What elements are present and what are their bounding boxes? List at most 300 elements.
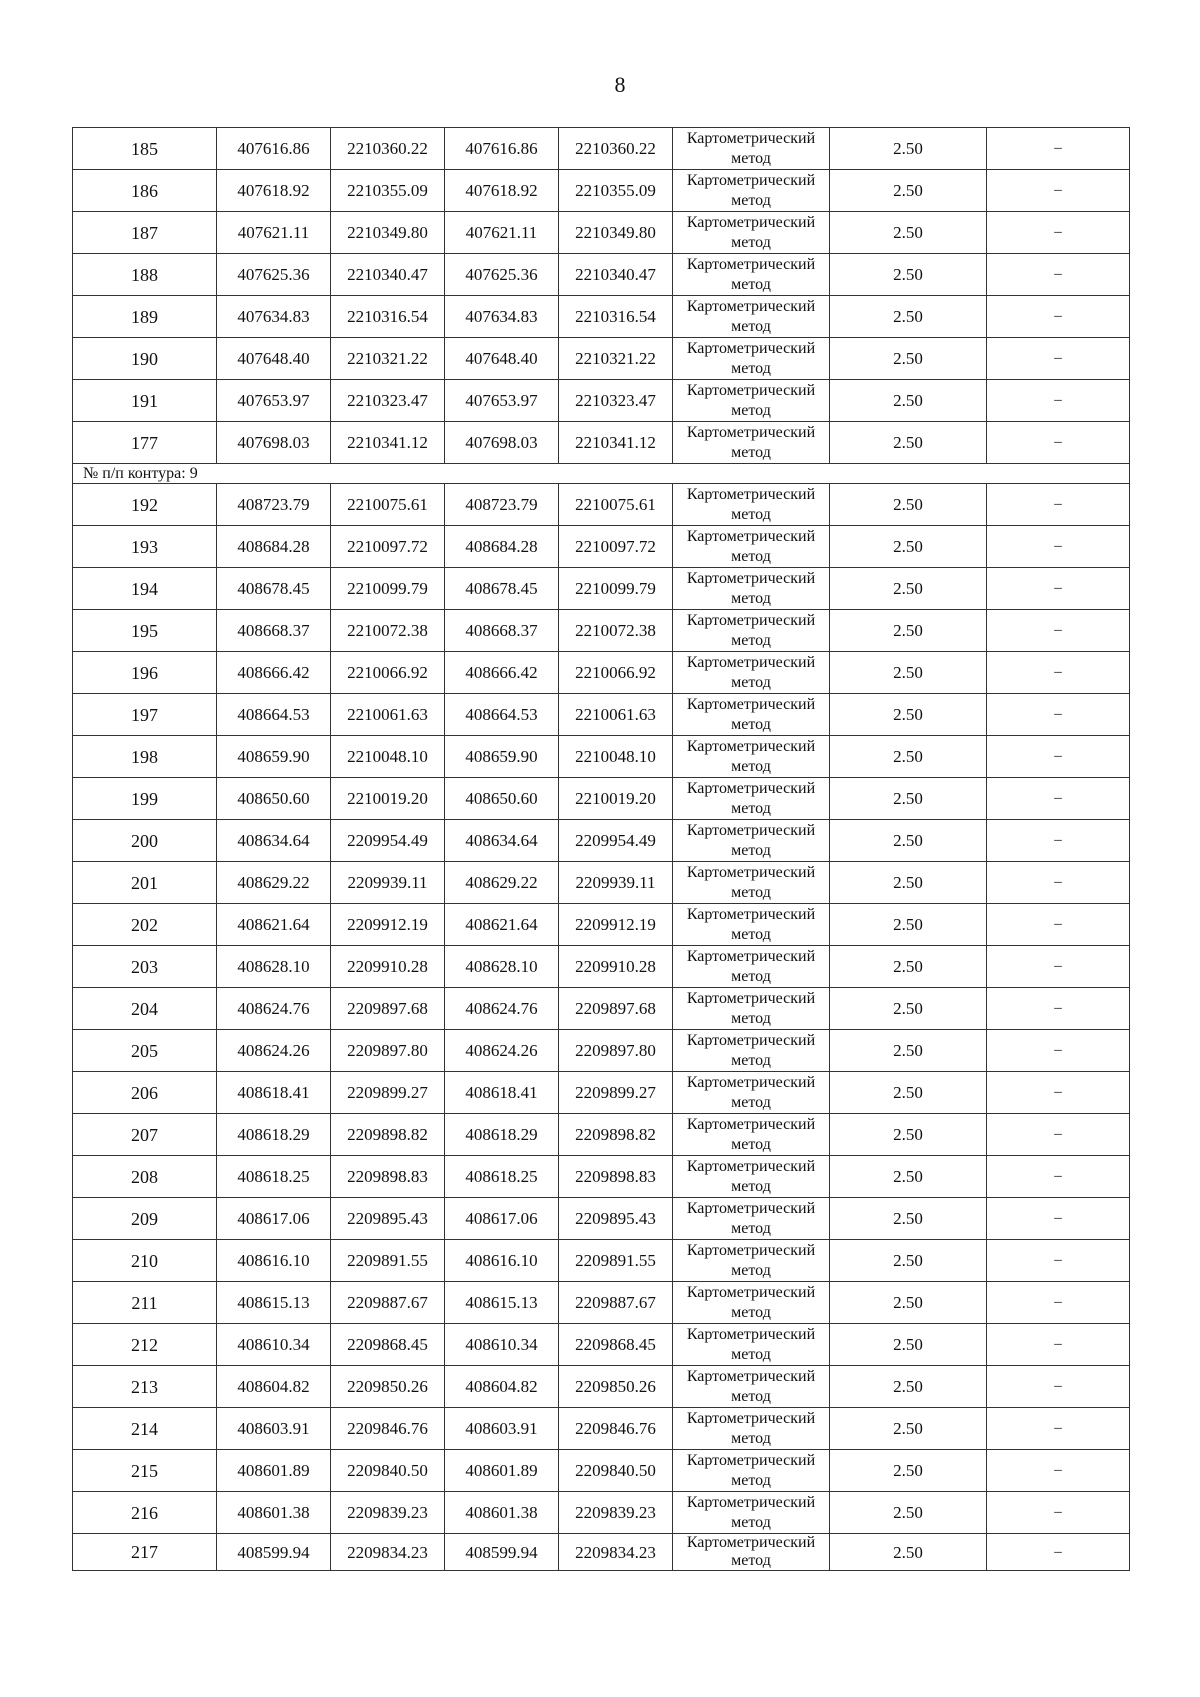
y-refined-cell: 2209868.45 <box>559 1324 673 1366</box>
point-number-cell: 209 <box>73 1198 217 1240</box>
x-existing-cell: 407634.83 <box>217 296 331 338</box>
x-existing-cell: 407625.36 <box>217 254 331 296</box>
accuracy-cell: 2.50 <box>830 1282 987 1324</box>
x-existing-cell: 408618.25 <box>217 1156 331 1198</box>
x-existing-cell: 407653.97 <box>217 380 331 422</box>
table-body-contour-9 <box>73 484 1130 1571</box>
y-existing-cell: 2209895.43 <box>331 1198 445 1240</box>
note-cell: – <box>987 128 1130 170</box>
accuracy-cell: 2.50 <box>830 652 987 694</box>
point-number-cell: 214 <box>73 1408 217 1450</box>
method-cell: Картометрический метод <box>673 988 830 1030</box>
accuracy-cell: 2.50 <box>830 254 987 296</box>
table-body-contour-8 <box>73 128 1130 464</box>
table-row <box>73 254 1130 296</box>
y-existing-cell: 2209910.28 <box>331 946 445 988</box>
x-refined-cell: 407616.86 <box>445 128 559 170</box>
note-cell: – <box>987 904 1130 946</box>
table-row <box>73 1030 1130 1072</box>
method-cell: Картометрический метод <box>673 904 830 946</box>
y-existing-cell: 2210355.09 <box>331 170 445 212</box>
note-cell: – <box>987 736 1130 778</box>
x-refined-cell: 408616.10 <box>445 1240 559 1282</box>
accuracy-cell: 2.50 <box>830 1366 987 1408</box>
note-cell: – <box>987 254 1130 296</box>
table-row <box>73 526 1130 568</box>
point-number-cell: 198 <box>73 736 217 778</box>
accuracy-cell: 2.50 <box>830 422 987 464</box>
accuracy-cell: 2.50 <box>830 128 987 170</box>
method-cell: Картометрический метод <box>673 1240 830 1282</box>
note-cell: – <box>987 988 1130 1030</box>
table-row <box>73 1282 1130 1324</box>
y-existing-cell: 2209887.67 <box>331 1282 445 1324</box>
point-number-cell: 188 <box>73 254 217 296</box>
x-refined-cell: 407621.11 <box>445 212 559 254</box>
note-cell: – <box>987 946 1130 988</box>
y-refined-cell: 2210066.92 <box>559 652 673 694</box>
x-refined-cell: 408650.60 <box>445 778 559 820</box>
y-existing-cell: 2210075.61 <box>331 484 445 526</box>
point-number-cell: 216 <box>73 1492 217 1534</box>
method-cell: Картометрический метод <box>673 212 830 254</box>
y-refined-cell: 2209846.76 <box>559 1408 673 1450</box>
table-row <box>73 484 1130 526</box>
x-refined-cell: 408621.64 <box>445 904 559 946</box>
x-existing-cell: 408618.41 <box>217 1072 331 1114</box>
table-row <box>73 422 1130 464</box>
y-existing-cell: 2209899.27 <box>331 1072 445 1114</box>
note-cell: – <box>987 526 1130 568</box>
x-refined-cell: 408618.41 <box>445 1072 559 1114</box>
note-cell: – <box>987 1282 1130 1324</box>
table-row <box>73 212 1130 254</box>
point-number-cell: 195 <box>73 610 217 652</box>
y-existing-cell: 2209897.80 <box>331 1030 445 1072</box>
y-existing-cell: 2210048.10 <box>331 736 445 778</box>
table-row <box>73 1240 1130 1282</box>
x-refined-cell: 408664.53 <box>445 694 559 736</box>
x-existing-cell: 408618.29 <box>217 1114 331 1156</box>
point-number-cell: 177 <box>73 422 217 464</box>
y-refined-cell: 2209897.68 <box>559 988 673 1030</box>
y-refined-cell: 2209899.27 <box>559 1072 673 1114</box>
note-cell: – <box>987 820 1130 862</box>
x-refined-cell: 408624.26 <box>445 1030 559 1072</box>
x-refined-cell: 408624.76 <box>445 988 559 1030</box>
accuracy-cell: 2.50 <box>830 610 987 652</box>
x-refined-cell: 407625.36 <box>445 254 559 296</box>
note-cell: – <box>987 338 1130 380</box>
point-number-cell: 213 <box>73 1366 217 1408</box>
x-existing-cell: 408616.10 <box>217 1240 331 1282</box>
y-existing-cell: 2210066.92 <box>331 652 445 694</box>
x-refined-cell: 407653.97 <box>445 380 559 422</box>
accuracy-cell: 2.50 <box>830 1240 987 1282</box>
x-refined-cell: 408628.10 <box>445 946 559 988</box>
x-existing-cell: 408615.13 <box>217 1282 331 1324</box>
x-refined-cell: 407698.03 <box>445 422 559 464</box>
note-cell: – <box>987 1534 1130 1571</box>
y-refined-cell: 2209897.80 <box>559 1030 673 1072</box>
point-number-cell: 202 <box>73 904 217 946</box>
method-cell: Картометрический метод <box>673 380 830 422</box>
point-number-cell: 212 <box>73 1324 217 1366</box>
method-cell: Картометрический метод <box>673 694 830 736</box>
point-number-cell: 215 <box>73 1450 217 1492</box>
accuracy-cell: 2.50 <box>830 1450 987 1492</box>
method-cell: Картометрический метод <box>673 1030 830 1072</box>
y-refined-cell: 2209891.55 <box>559 1240 673 1282</box>
accuracy-cell: 2.50 <box>830 568 987 610</box>
y-existing-cell: 2209834.23 <box>331 1534 445 1571</box>
x-existing-cell: 407618.92 <box>217 170 331 212</box>
accuracy-cell: 2.50 <box>830 380 987 422</box>
x-existing-cell: 408601.38 <box>217 1492 331 1534</box>
point-number-cell: 207 <box>73 1114 217 1156</box>
table-row <box>73 820 1130 862</box>
method-cell: Картометрический метод <box>673 1366 830 1408</box>
x-refined-cell: 408678.45 <box>445 568 559 610</box>
x-existing-cell: 408650.60 <box>217 778 331 820</box>
y-existing-cell: 2209897.68 <box>331 988 445 1030</box>
method-cell: Картометрический метод <box>673 736 830 778</box>
note-cell: – <box>987 652 1130 694</box>
y-refined-cell: 2209895.43 <box>559 1198 673 1240</box>
method-cell: Картометрический метод <box>673 422 830 464</box>
point-number-cell: 205 <box>73 1030 217 1072</box>
x-existing-cell: 408664.53 <box>217 694 331 736</box>
method-cell: Картометрический метод <box>673 338 830 380</box>
point-number-cell: 210 <box>73 1240 217 1282</box>
accuracy-cell: 2.50 <box>830 1492 987 1534</box>
accuracy-cell: 2.50 <box>830 1198 987 1240</box>
table-row <box>73 1408 1130 1450</box>
note-cell: – <box>987 1408 1130 1450</box>
table-row <box>73 904 1130 946</box>
note-cell: – <box>987 1366 1130 1408</box>
table-row <box>73 296 1130 338</box>
y-existing-cell: 2209840.50 <box>331 1450 445 1492</box>
note-cell: – <box>987 212 1130 254</box>
x-existing-cell: 407698.03 <box>217 422 331 464</box>
x-refined-cell: 408603.91 <box>445 1408 559 1450</box>
method-cell: Картометрический метод <box>673 1156 830 1198</box>
x-refined-cell: 408666.42 <box>445 652 559 694</box>
point-number-cell: 204 <box>73 988 217 1030</box>
table-row <box>73 128 1130 170</box>
y-existing-cell: 2209912.19 <box>331 904 445 946</box>
method-cell: Картометрический метод <box>673 1534 830 1571</box>
x-existing-cell: 407621.11 <box>217 212 331 254</box>
accuracy-cell: 2.50 <box>830 694 987 736</box>
point-number-cell: 194 <box>73 568 217 610</box>
y-refined-cell: 2210075.61 <box>559 484 673 526</box>
y-refined-cell: 2210349.80 <box>559 212 673 254</box>
x-refined-cell: 408601.89 <box>445 1450 559 1492</box>
y-refined-cell: 2210316.54 <box>559 296 673 338</box>
x-refined-cell: 408604.82 <box>445 1366 559 1408</box>
note-cell: – <box>987 1324 1130 1366</box>
method-cell: Картометрический метод <box>673 946 830 988</box>
method-cell: Картометрический метод <box>673 652 830 694</box>
note-cell: – <box>987 380 1130 422</box>
accuracy-cell: 2.50 <box>830 212 987 254</box>
x-refined-cell: 408618.25 <box>445 1156 559 1198</box>
y-existing-cell: 2210019.20 <box>331 778 445 820</box>
x-existing-cell: 408610.34 <box>217 1324 331 1366</box>
table-row <box>73 380 1130 422</box>
x-existing-cell: 408603.91 <box>217 1408 331 1450</box>
accuracy-cell: 2.50 <box>830 170 987 212</box>
accuracy-cell: 2.50 <box>830 1114 987 1156</box>
accuracy-cell: 2.50 <box>830 1408 987 1450</box>
table-row <box>73 338 1130 380</box>
method-cell: Картометрический метод <box>673 1450 830 1492</box>
point-number-cell: 190 <box>73 338 217 380</box>
x-existing-cell: 408678.45 <box>217 568 331 610</box>
table-row <box>73 1324 1130 1366</box>
method-cell: Картометрический метод <box>673 1408 830 1450</box>
x-existing-cell: 408601.89 <box>217 1450 331 1492</box>
y-existing-cell: 2209939.11 <box>331 862 445 904</box>
table-row <box>73 568 1130 610</box>
point-number-cell: 185 <box>73 128 217 170</box>
table-row <box>73 946 1130 988</box>
y-existing-cell: 2209954.49 <box>331 820 445 862</box>
y-existing-cell: 2209839.23 <box>331 1492 445 1534</box>
y-existing-cell: 2209891.55 <box>331 1240 445 1282</box>
y-refined-cell: 2209887.67 <box>559 1282 673 1324</box>
table-row <box>73 1450 1130 1492</box>
x-refined-cell: 408668.37 <box>445 610 559 652</box>
note-cell: – <box>987 694 1130 736</box>
x-existing-cell: 408621.64 <box>217 904 331 946</box>
point-number-cell: 206 <box>73 1072 217 1114</box>
y-refined-cell: 2210355.09 <box>559 170 673 212</box>
y-refined-cell: 2210097.72 <box>559 526 673 568</box>
y-refined-cell: 2209898.82 <box>559 1114 673 1156</box>
x-refined-cell: 408659.90 <box>445 736 559 778</box>
note-cell: – <box>987 1072 1130 1114</box>
y-refined-cell: 2209840.50 <box>559 1450 673 1492</box>
method-cell: Картометрический метод <box>673 568 830 610</box>
note-cell: – <box>987 1114 1130 1156</box>
y-refined-cell: 2209898.83 <box>559 1156 673 1198</box>
x-refined-cell: 408684.28 <box>445 526 559 568</box>
section-header-contour-9 <box>73 464 1130 484</box>
y-existing-cell: 2210316.54 <box>331 296 445 338</box>
note-cell: – <box>987 1198 1130 1240</box>
y-refined-cell: 2209912.19 <box>559 904 673 946</box>
y-refined-cell: 2210360.22 <box>559 128 673 170</box>
accuracy-cell: 2.50 <box>830 946 987 988</box>
y-refined-cell: 2210048.10 <box>559 736 673 778</box>
accuracy-cell: 2.50 <box>830 296 987 338</box>
accuracy-cell: 2.50 <box>830 526 987 568</box>
note-cell: – <box>987 1030 1130 1072</box>
y-existing-cell: 2210099.79 <box>331 568 445 610</box>
x-existing-cell: 408604.82 <box>217 1366 331 1408</box>
point-number-cell: 192 <box>73 484 217 526</box>
method-cell: Картометрический метод <box>673 1114 830 1156</box>
accuracy-cell: 2.50 <box>830 736 987 778</box>
table-row <box>73 1156 1130 1198</box>
point-number-cell: 187 <box>73 212 217 254</box>
x-existing-cell: 408659.90 <box>217 736 331 778</box>
note-cell: – <box>987 610 1130 652</box>
table-row <box>73 652 1130 694</box>
x-existing-cell: 407648.40 <box>217 338 331 380</box>
x-existing-cell: 408617.06 <box>217 1198 331 1240</box>
section-label: № п/п контура: 9 <box>73 464 1130 484</box>
x-existing-cell: 408624.26 <box>217 1030 331 1072</box>
y-existing-cell: 2210323.47 <box>331 380 445 422</box>
method-cell: Картометрический метод <box>673 170 830 212</box>
x-refined-cell: 408610.34 <box>445 1324 559 1366</box>
point-number-cell: 199 <box>73 778 217 820</box>
point-number-cell: 197 <box>73 694 217 736</box>
y-refined-cell: 2209910.28 <box>559 946 673 988</box>
point-number-cell: 191 <box>73 380 217 422</box>
x-existing-cell: 408666.42 <box>217 652 331 694</box>
accuracy-cell: 2.50 <box>830 1324 987 1366</box>
note-cell: – <box>987 170 1130 212</box>
method-cell: Картометрический метод <box>673 862 830 904</box>
y-existing-cell: 2210340.47 <box>331 254 445 296</box>
note-cell: – <box>987 862 1130 904</box>
point-number-cell: 203 <box>73 946 217 988</box>
y-refined-cell: 2210019.20 <box>559 778 673 820</box>
y-refined-cell: 2209939.11 <box>559 862 673 904</box>
note-cell: – <box>987 422 1130 464</box>
method-cell: Картометрический метод <box>673 778 830 820</box>
x-existing-cell: 408723.79 <box>217 484 331 526</box>
y-existing-cell: 2210072.38 <box>331 610 445 652</box>
point-number-cell: 201 <box>73 862 217 904</box>
method-cell: Картометрический метод <box>673 1198 830 1240</box>
y-existing-cell: 2210349.80 <box>331 212 445 254</box>
y-existing-cell: 2209846.76 <box>331 1408 445 1450</box>
x-existing-cell: 408629.22 <box>217 862 331 904</box>
method-cell: Картометрический метод <box>673 1072 830 1114</box>
method-cell: Картометрический метод <box>673 526 830 568</box>
point-number-cell: 189 <box>73 296 217 338</box>
table-row <box>73 778 1130 820</box>
method-cell: Картометрический метод <box>673 610 830 652</box>
table-row <box>73 1492 1130 1534</box>
y-refined-cell: 2210321.22 <box>559 338 673 380</box>
x-refined-cell: 408723.79 <box>445 484 559 526</box>
x-refined-cell: 407648.40 <box>445 338 559 380</box>
accuracy-cell: 2.50 <box>830 778 987 820</box>
point-number-cell: 186 <box>73 170 217 212</box>
y-refined-cell: 2210341.12 <box>559 422 673 464</box>
x-existing-cell: 408684.28 <box>217 526 331 568</box>
point-number-cell: 193 <box>73 526 217 568</box>
table-row <box>73 1114 1130 1156</box>
x-existing-cell: 408668.37 <box>217 610 331 652</box>
point-number-cell: 196 <box>73 652 217 694</box>
note-cell: – <box>987 484 1130 526</box>
x-existing-cell: 407616.86 <box>217 128 331 170</box>
x-refined-cell: 408629.22 <box>445 862 559 904</box>
y-refined-cell: 2210340.47 <box>559 254 673 296</box>
accuracy-cell: 2.50 <box>830 862 987 904</box>
y-existing-cell: 2210321.22 <box>331 338 445 380</box>
note-cell: – <box>987 1156 1130 1198</box>
x-refined-cell: 408617.06 <box>445 1198 559 1240</box>
x-refined-cell: 408615.13 <box>445 1282 559 1324</box>
y-refined-cell: 2210323.47 <box>559 380 673 422</box>
accuracy-cell: 2.50 <box>830 904 987 946</box>
method-cell: Картометрический метод <box>673 1492 830 1534</box>
y-refined-cell: 2209850.26 <box>559 1366 673 1408</box>
note-cell: – <box>987 1450 1130 1492</box>
x-existing-cell: 408628.10 <box>217 946 331 988</box>
note-cell: – <box>987 1492 1130 1534</box>
point-number-cell: 200 <box>73 820 217 862</box>
accuracy-cell: 2.50 <box>830 1072 987 1114</box>
accuracy-cell: 2.50 <box>830 338 987 380</box>
note-cell: – <box>987 296 1130 338</box>
accuracy-cell: 2.50 <box>830 484 987 526</box>
x-existing-cell: 408624.76 <box>217 988 331 1030</box>
method-cell: Картометрический метод <box>673 1282 830 1324</box>
table-row <box>73 736 1130 778</box>
x-refined-cell: 408601.38 <box>445 1492 559 1534</box>
method-cell: Картометрический метод <box>673 1324 830 1366</box>
coordinates-table <box>72 127 1130 1571</box>
y-refined-cell: 2210061.63 <box>559 694 673 736</box>
accuracy-cell: 2.50 <box>830 820 987 862</box>
method-cell: Картометрический метод <box>673 296 830 338</box>
y-existing-cell: 2210341.12 <box>331 422 445 464</box>
point-number-cell: 211 <box>73 1282 217 1324</box>
x-refined-cell: 408634.64 <box>445 820 559 862</box>
y-existing-cell: 2209898.83 <box>331 1156 445 1198</box>
method-cell: Картометрический метод <box>673 128 830 170</box>
accuracy-cell: 2.50 <box>830 988 987 1030</box>
x-refined-cell: 407634.83 <box>445 296 559 338</box>
y-existing-cell: 2209850.26 <box>331 1366 445 1408</box>
table-row <box>73 862 1130 904</box>
y-existing-cell: 2209898.82 <box>331 1114 445 1156</box>
x-existing-cell: 408599.94 <box>217 1534 331 1571</box>
method-cell: Картометрический метод <box>673 254 830 296</box>
x-existing-cell: 408634.64 <box>217 820 331 862</box>
point-number-cell: 208 <box>73 1156 217 1198</box>
table-row <box>73 694 1130 736</box>
table-row <box>73 1534 1130 1571</box>
table-row <box>73 170 1130 212</box>
point-number-cell: 217 <box>73 1534 217 1571</box>
x-refined-cell: 408618.29 <box>445 1114 559 1156</box>
table-row <box>73 610 1130 652</box>
table-row <box>73 988 1130 1030</box>
y-existing-cell: 2210097.72 <box>331 526 445 568</box>
table-row <box>73 1366 1130 1408</box>
y-refined-cell: 2209839.23 <box>559 1492 673 1534</box>
accuracy-cell: 2.50 <box>830 1156 987 1198</box>
page-number: 8 <box>614 72 626 97</box>
method-cell: Картометрический метод <box>673 820 830 862</box>
note-cell: – <box>987 778 1130 820</box>
y-refined-cell: 2210099.79 <box>559 568 673 610</box>
table-row <box>73 1198 1130 1240</box>
y-refined-cell: 2209834.23 <box>559 1534 673 1571</box>
x-refined-cell: 407618.92 <box>445 170 559 212</box>
